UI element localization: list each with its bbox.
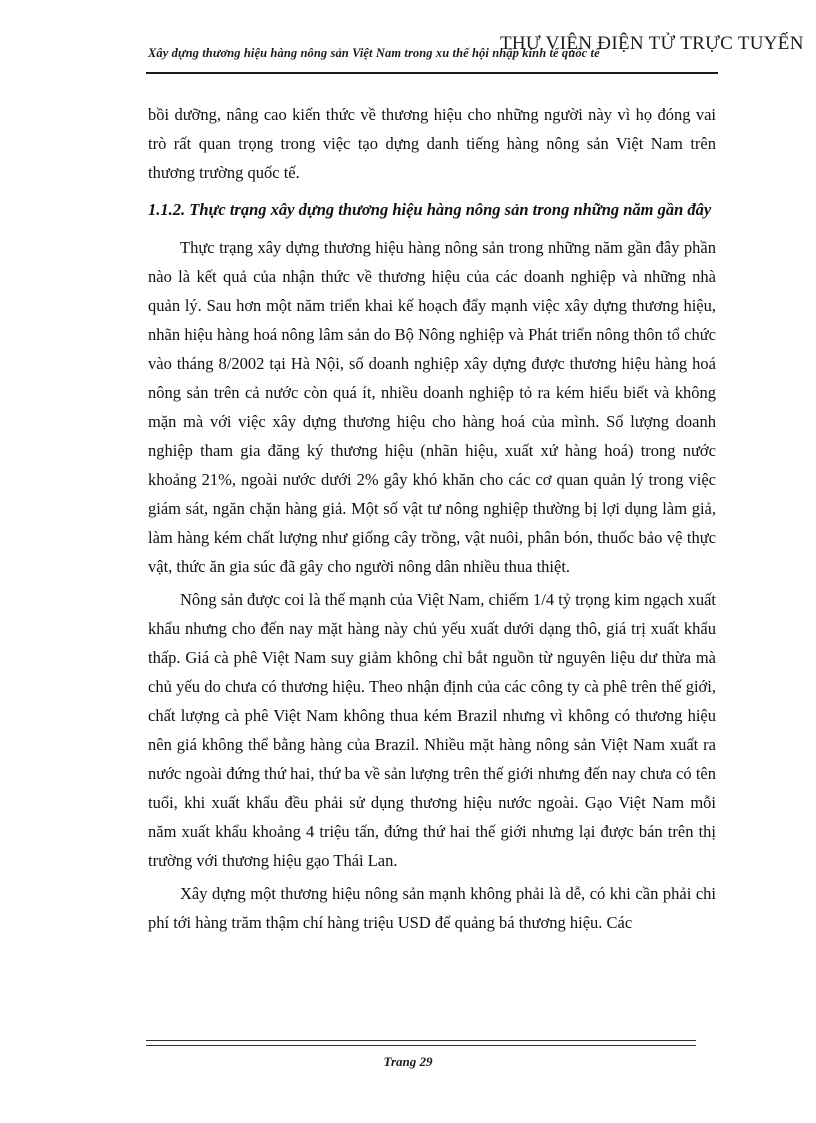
body-paragraph-3: Xây dựng một thương hiệu nông sản mạnh không phải là dễ, có khi cần phải chi phí tới hàng trăm thậm chí hàng triệu USD để quảng bá thương hiệu. Các bbox=[148, 884, 716, 932]
body-paragraph-1: Thực trạng xây dựng thương hiệu hàng nông sản trong những năm gần đây phần nào là kết quả của nhận thức về thương hiệu của các doanh nghiệp và những nhà quản lý. Sau hơn một năm triển khai kế hoạch đẩy mạnh việc xây dựng thương hiệu, nhãn hiệu hàng hoá nông lâm sản do Bộ Nông nghiệp và Phát triển nông thôn tổ chức vào tháng 8/2002 tại Hà Nội, số doanh nghiệp xây dựng được thương hiệu hàng hoá nông sản trên cả nước còn quá ít, nhiều doanh nghiệp tỏ ra kém hiểu biết và không mặn mà với việc xây dựng thương hiệu cho hàng hoá của mình. Số lượng doanh nghiệp tham gia đăng ký thương hiệu (nhãn hiệu, xuất xứ hàng hoá) trong nước khoảng 21%, ngoài nước dưới 2% gây khó khăn cho các cơ quan quản lý trong việc giám sát, ngăn chặn hàng giả. Một số vật tư nông nghiệp thường bị lợi dụng làm giả, làm hàng kém chất lượng như giống cây trồng, vật nuôi, phân bón, thuốc bảo vệ thực vật, thức ăn gia súc đã gây cho người nông dân nhiều thua thiệt. bbox=[148, 238, 716, 576]
page-number: Trang 29 bbox=[383, 1054, 433, 1069]
header-divider bbox=[146, 72, 718, 74]
running-header-title: Xây dựng thương hiệu hàng nông sản Việt Nam trong xu thế hội nhập kinh tế quốc tế bbox=[148, 46, 600, 60]
body-paragraph-2: Nông sản được coi là thế mạnh của Việt Nam, chiếm 1/4 tỷ trọng kim ngạch xuất khẩu nhưng cho đến nay mặt hàng này chủ yếu xuất dưới dạng thô, giá trị xuất khẩu thấp. Giá cà phê Việt Nam suy giảm không chỉ bắt nguồn từ nguyên liệu dư thừa mà chủ yếu do chưa có thương hiệu. Theo nhận định của các công ty cà phê trên thế giới, chất lượng cà phê Việt Nam không thua kém Brazil nhưng vì không có thương hiệu nên giá không thể bằng hàng của Brazil. Nhiều mặt hàng nông sản Việt Nam xuất ra nước ngoài đứng thứ hai, thứ ba về sản lượng trên thế giới nhưng đến nay chưa có tên tuổi, khi xuất khẩu đều phải sử dụng thương hiệu nước ngoài. Gạo Việt Nam mỗi năm xuất khẩu khoảng 4 triệu tấn, đứng thứ hai thế giới nhưng lại được bán trên thị trường với thương hiệu gạo Thái Lan. bbox=[148, 590, 716, 870]
library-watermark: THƯ VIỆN ĐIỆN TỬ TRỰC TUYẾN bbox=[500, 33, 804, 54]
intro-paragraph: bồi dưỡng, nâng cao kiến thức về thương hiệu cho những người này vì họ đóng vai trò rất quan trọng trong việc tạo dựng danh tiếng hàng nông sản Việt Nam trên thương trường quốc tế. bbox=[148, 105, 716, 182]
section-heading: 1.1.2. Thực trạng xây dựng thương hiệu hàng nông sản trong những năm gần đây bbox=[148, 200, 712, 219]
page-content bbox=[148, 100, 716, 937]
footer-divider bbox=[146, 1040, 696, 1046]
